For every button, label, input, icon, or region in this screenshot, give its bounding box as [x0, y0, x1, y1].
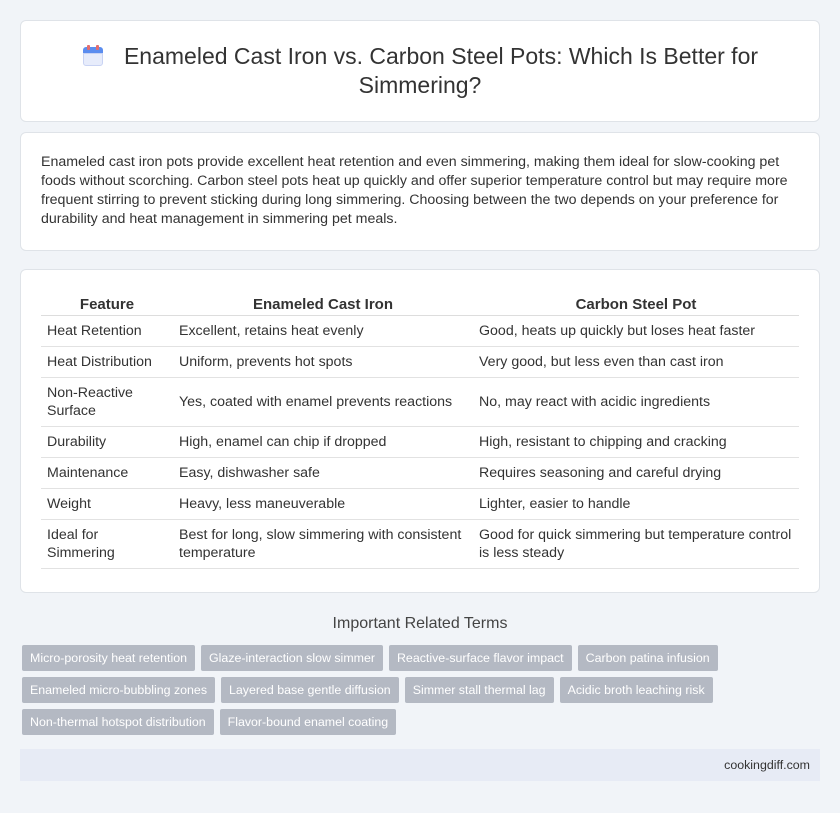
term-tag[interactable]: Carbon patina infusion — [578, 645, 718, 671]
term-tag[interactable]: Non-thermal hotspot distribution — [22, 709, 214, 735]
table-cell: Heat Retention — [41, 316, 173, 347]
table-cell: No, may react with acidic ingredients — [473, 378, 799, 427]
table-cell: Heavy, less maneuverable — [173, 489, 473, 520]
table-cell: High, enamel can chip if dropped — [173, 427, 473, 458]
table-cell: High, resistant to chipping and cracking — [473, 427, 799, 458]
term-tag[interactable]: Reactive-surface flavor impact — [389, 645, 572, 671]
table-cell: Weight — [41, 489, 173, 520]
table-row — [41, 347, 799, 378]
table-row — [41, 378, 799, 427]
comparison-table — [41, 292, 799, 569]
calendar-icon — [82, 45, 104, 67]
footer — [20, 749, 820, 781]
page-title — [61, 42, 779, 100]
table-row — [41, 427, 799, 458]
term-tag[interactable]: Glaze-interaction slow simmer — [201, 645, 383, 671]
comparison-table-card — [20, 269, 820, 593]
intro-card — [20, 132, 820, 251]
term-tag[interactable]: Flavor-bound enamel coating — [220, 709, 397, 735]
related-terms-title: Important Related Terms — [332, 615, 508, 632]
header-enameled-cast-iron: Enameled Cast Iron — [173, 292, 473, 316]
table-cell: Yes, coated with enamel prevents reactions — [173, 378, 473, 427]
table-cell: Good for quick simmering but temperature control is less steady — [473, 520, 799, 569]
header-feature: Feature — [41, 292, 173, 316]
table-cell: Maintenance — [41, 458, 173, 489]
table-cell: Good, heats up quickly but loses heat faster — [473, 316, 799, 347]
table-row — [41, 316, 799, 347]
table-cell: Lighter, easier to handle — [473, 489, 799, 520]
title-card — [20, 20, 820, 122]
term-tag[interactable]: Acidic broth leaching risk — [560, 677, 713, 703]
term-tag[interactable]: Micro-porosity heat retention — [22, 645, 195, 671]
table-cell: Easy, dishwasher safe — [173, 458, 473, 489]
table-cell: Ideal for Simmering — [41, 520, 173, 569]
table-cell: Heat Distribution — [41, 347, 173, 378]
header-carbon-steel: Carbon Steel Pot — [473, 292, 799, 316]
table-header-row — [41, 292, 799, 316]
table-row — [41, 520, 799, 569]
table-row — [41, 458, 799, 489]
intro-text: Enameled cast iron pots provide excellent heat retention and even simmering, making them ideal for slow-cooking pet foods without scorching. Carbon steel pots heat up quickly and offer superior temperature control but may require more frequent stirring to prevent sticking during long simmering. Choosing between the two depends on your preference for durability and heat management in simmering pet meals. — [41, 154, 788, 227]
term-tag[interactable]: Layered base gentle diffusion — [221, 677, 399, 703]
table-cell: Requires seasoning and careful drying — [473, 458, 799, 489]
table-cell: Uniform, prevents hot spots — [173, 347, 473, 378]
table-cell: Very good, but less even than cast iron — [473, 347, 799, 378]
term-tag[interactable]: Enameled micro-bubbling zones — [22, 677, 215, 703]
table-cell: Non-Reactive Surface — [41, 378, 173, 427]
table-cell: Excellent, retains heat evenly — [173, 316, 473, 347]
table-row — [41, 489, 799, 520]
term-tag[interactable]: Simmer stall thermal lag — [405, 677, 554, 703]
related-terms-list — [20, 645, 820, 735]
footer-site-link[interactable]: cookingdiff.com — [724, 758, 810, 772]
page-title-text: Enameled Cast Iron vs. Carbon Steel Pots: Which Is Better for Simmering? — [123, 43, 759, 98]
table-cell: Durability — [41, 427, 173, 458]
table-cell: Best for long, slow simmering with consistent temperature — [173, 520, 473, 569]
